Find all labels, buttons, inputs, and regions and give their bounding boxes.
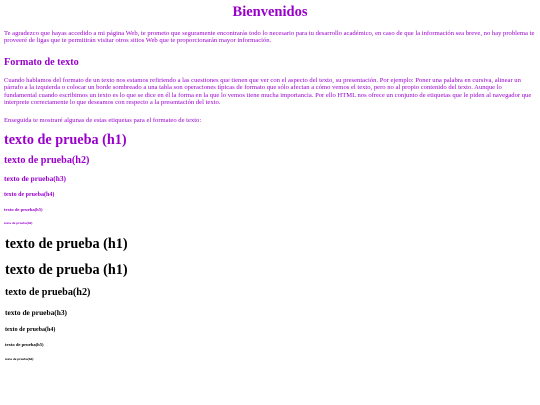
sample-h1-black: texto de prueba (h1)	[5, 235, 128, 252]
sample-h5-purple: texto de prueba(h5)	[4, 206, 43, 212]
sample-h1-black-2: texto de prueba (h1)	[5, 261, 128, 278]
sample-h5-black: texto de prueba(h5)	[5, 341, 44, 347]
sample-h4-black: texto de prueba(h4)	[5, 326, 56, 333]
formato-paragraph: Cuando hablamos del formato de un texto nos estamos refiriendo a las cuestiones que tienen que ver con el aspecto del texto, su presentación. Por ejemplo: Poner una palabra en cursiva, alinear un párrafo a la izquierda o colocar un borde sombreado a una tabla son operaciones típicas de formato que sólo afectan a cómo vemos el texto, pero no al propio contenido del texto. Aunque lo fundamental cuando escribimos un texto es lo que se dice en él la forma en la que lo vemos tiene mucha importancia. Por ello HTML nos ofrece un conjunto de etiquetas que le piden al navegador que interprete correctamente lo que deseamos con respecto a la presentación del texto.	[4, 76, 532, 107]
sample-h2-black: texto de prueba(h2)	[5, 287, 91, 299]
sample-h1-purple: texto de prueba (h1)	[4, 131, 127, 148]
document-page	[4, 0, 536, 362]
sample-h6-purple: texto de prueba(h6)	[4, 221, 33, 226]
page-title: Bienvenidos	[232, 4, 308, 20]
sample-h3-black: texto de prueba(h3)	[5, 308, 67, 318]
black-samples	[4, 237, 536, 362]
sample-h3-purple: texto de prueba(h3)	[4, 174, 66, 184]
sample-h6-black: texto de prueba(h6)	[5, 357, 34, 362]
sample-h4-purple: texto de prueba(h4)	[4, 191, 55, 198]
purple-samples	[4, 133, 536, 226]
intro-paragraph: Te agradezco que hayas accedido a mi página Web, te prometo que seguramente encontrarás todo lo necesario para tu desarrollo académico, en caso de que la información sea breve, no hay problema te proveeré de ligas que te permitirán visitar otros sitios Web que te proporcionarán mayor información.	[4, 30, 535, 45]
sample-h2-purple: texto de prueba(h2)	[4, 155, 90, 167]
lead-paragraph: Enseguida te mostraré algunas de estas etiquetas para el formateo de texto:	[4, 117, 202, 125]
section-heading-formato: Formato de texto	[4, 56, 79, 68]
